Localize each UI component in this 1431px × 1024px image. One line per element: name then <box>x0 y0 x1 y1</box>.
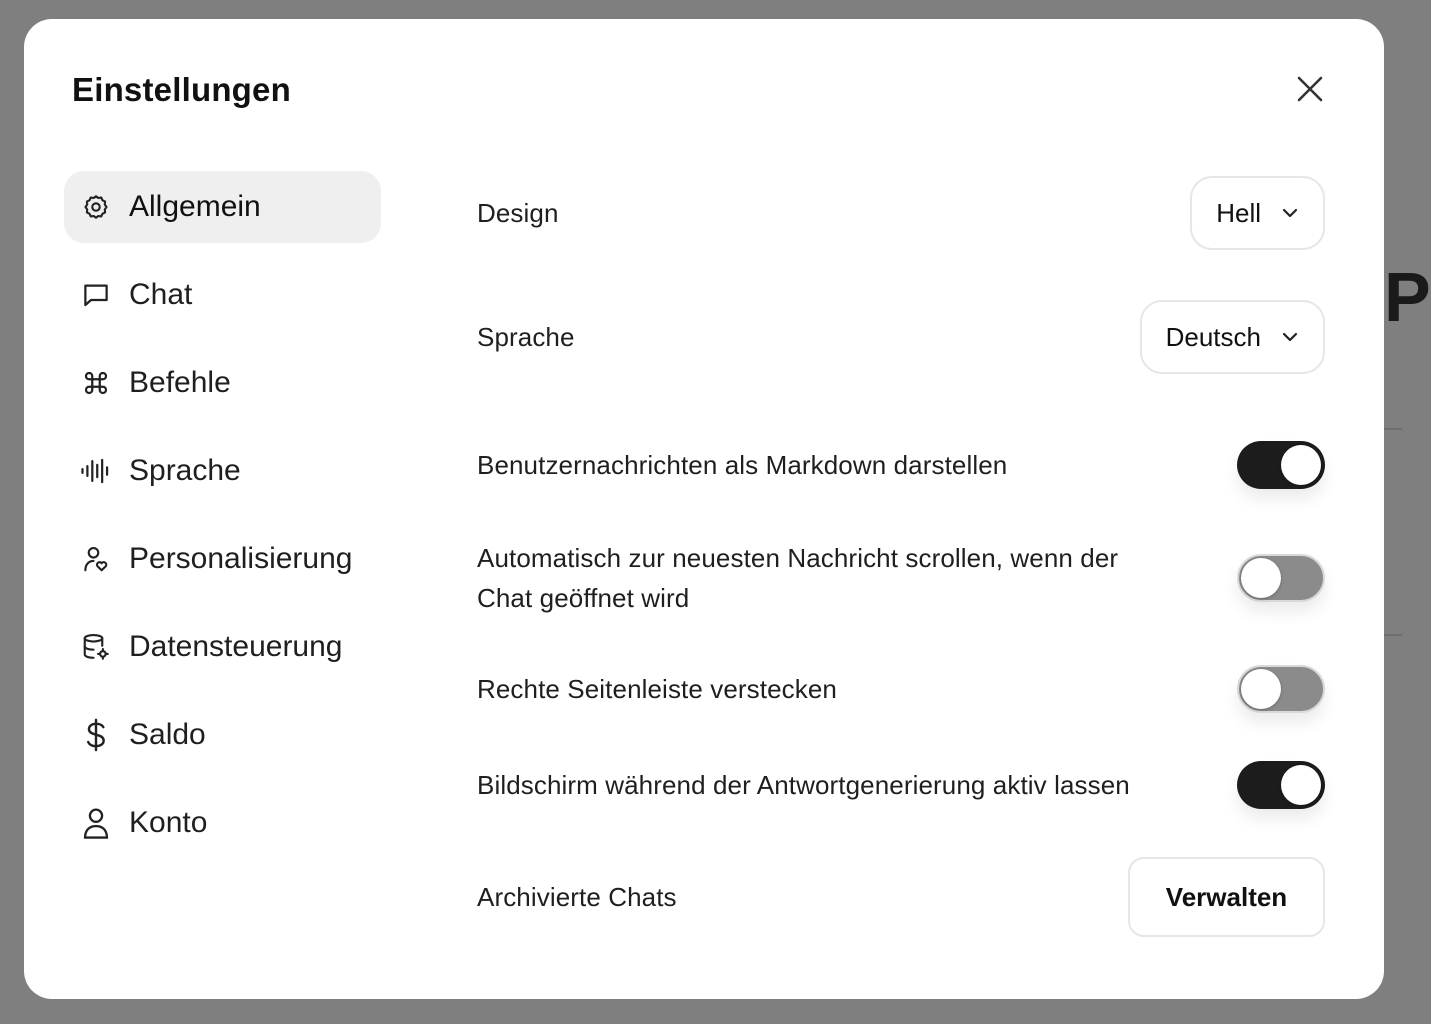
setting-row-markdown <box>477 441 1325 489</box>
sidebar-item-label: Sprache <box>129 454 241 487</box>
design-select-value: Hell <box>1216 197 1261 228</box>
toggle-knob <box>1281 445 1321 485</box>
toggle-knob <box>1241 558 1281 598</box>
setting-label: Sprache <box>477 322 575 352</box>
sidebar-item-label: Datensteuerung <box>129 630 343 663</box>
sidebar-item-label: Befehle <box>129 366 231 399</box>
setting-row-autoscroll <box>477 537 1325 619</box>
settings-modal <box>24 19 1384 999</box>
user-heart-icon <box>81 544 111 574</box>
setting-label: Archivierte Chats <box>477 882 677 912</box>
setting-row-language <box>477 299 1325 375</box>
markdown-toggle[interactable] <box>1237 441 1325 489</box>
setting-label-line: Chat geöffnet wird <box>477 583 690 613</box>
setting-label: Rechte Seitenleiste verstecken <box>477 674 837 704</box>
design-select[interactable] <box>1190 176 1325 250</box>
database-gear-icon <box>81 632 111 662</box>
language-select-value: Deutsch <box>1165 321 1261 352</box>
toggle-knob <box>1281 765 1321 805</box>
chat-bubble-icon <box>81 280 111 310</box>
sidebar-item-label: Personalisierung <box>129 542 353 575</box>
sidebar-item-allgemein[interactable] <box>64 171 381 243</box>
setting-row-archived-chats <box>477 857 1325 937</box>
keep-awake-toggle[interactable] <box>1237 761 1325 809</box>
background-divider <box>1384 634 1402 636</box>
command-icon <box>81 368 111 398</box>
setting-label: Bildschirm während der Antwortgenerierung aktiv lassen <box>477 770 1130 800</box>
gear-icon <box>81 192 111 222</box>
chevron-down-icon <box>1281 207 1299 219</box>
sidebar-item-befehle[interactable] <box>64 347 381 419</box>
toggle-knob <box>1241 669 1281 709</box>
chevron-down-icon <box>1281 331 1299 343</box>
setting-label-line: Automatisch zur neuesten Nachricht scrollen, wenn der <box>477 543 1119 573</box>
setting-label <box>477 538 1118 618</box>
user-icon <box>81 808 111 838</box>
setting-label: Design <box>477 198 559 228</box>
language-select[interactable] <box>1140 300 1325 374</box>
background-app-glyph: P <box>1384 258 1431 336</box>
sidebar-item-chat[interactable] <box>64 259 381 331</box>
manage-archived-button[interactable]: Verwalten <box>1128 857 1325 937</box>
hide-sidebar-toggle[interactable] <box>1237 665 1325 713</box>
modal-title: Einstellungen <box>72 71 291 108</box>
sidebar-item-label: Chat <box>129 278 193 311</box>
sidebar-item-label: Allgemein <box>129 190 261 223</box>
autoscroll-toggle[interactable] <box>1237 554 1325 602</box>
setting-row-keep-awake <box>477 761 1325 809</box>
sidebar-item-personalisierung[interactable] <box>64 523 381 595</box>
dollar-icon <box>81 720 111 750</box>
sidebar-item-label: Konto <box>129 806 208 839</box>
audio-waveform-icon <box>81 456 111 486</box>
sidebar-item-datensteuerung[interactable] <box>64 611 381 683</box>
sidebar-item-konto[interactable] <box>64 787 381 859</box>
setting-label: Benutzernachrichten als Markdown darstellen <box>477 450 1008 480</box>
setting-row-hide-sidebar <box>477 665 1325 713</box>
close-icon <box>1296 75 1324 108</box>
sidebar-item-label: Saldo <box>129 718 206 751</box>
sidebar-item-sprache[interactable] <box>64 435 381 507</box>
sidebar-item-saldo[interactable] <box>64 699 381 771</box>
setting-row-design <box>477 175 1325 251</box>
close-button[interactable] <box>1290 71 1330 111</box>
background-divider <box>1384 428 1402 430</box>
